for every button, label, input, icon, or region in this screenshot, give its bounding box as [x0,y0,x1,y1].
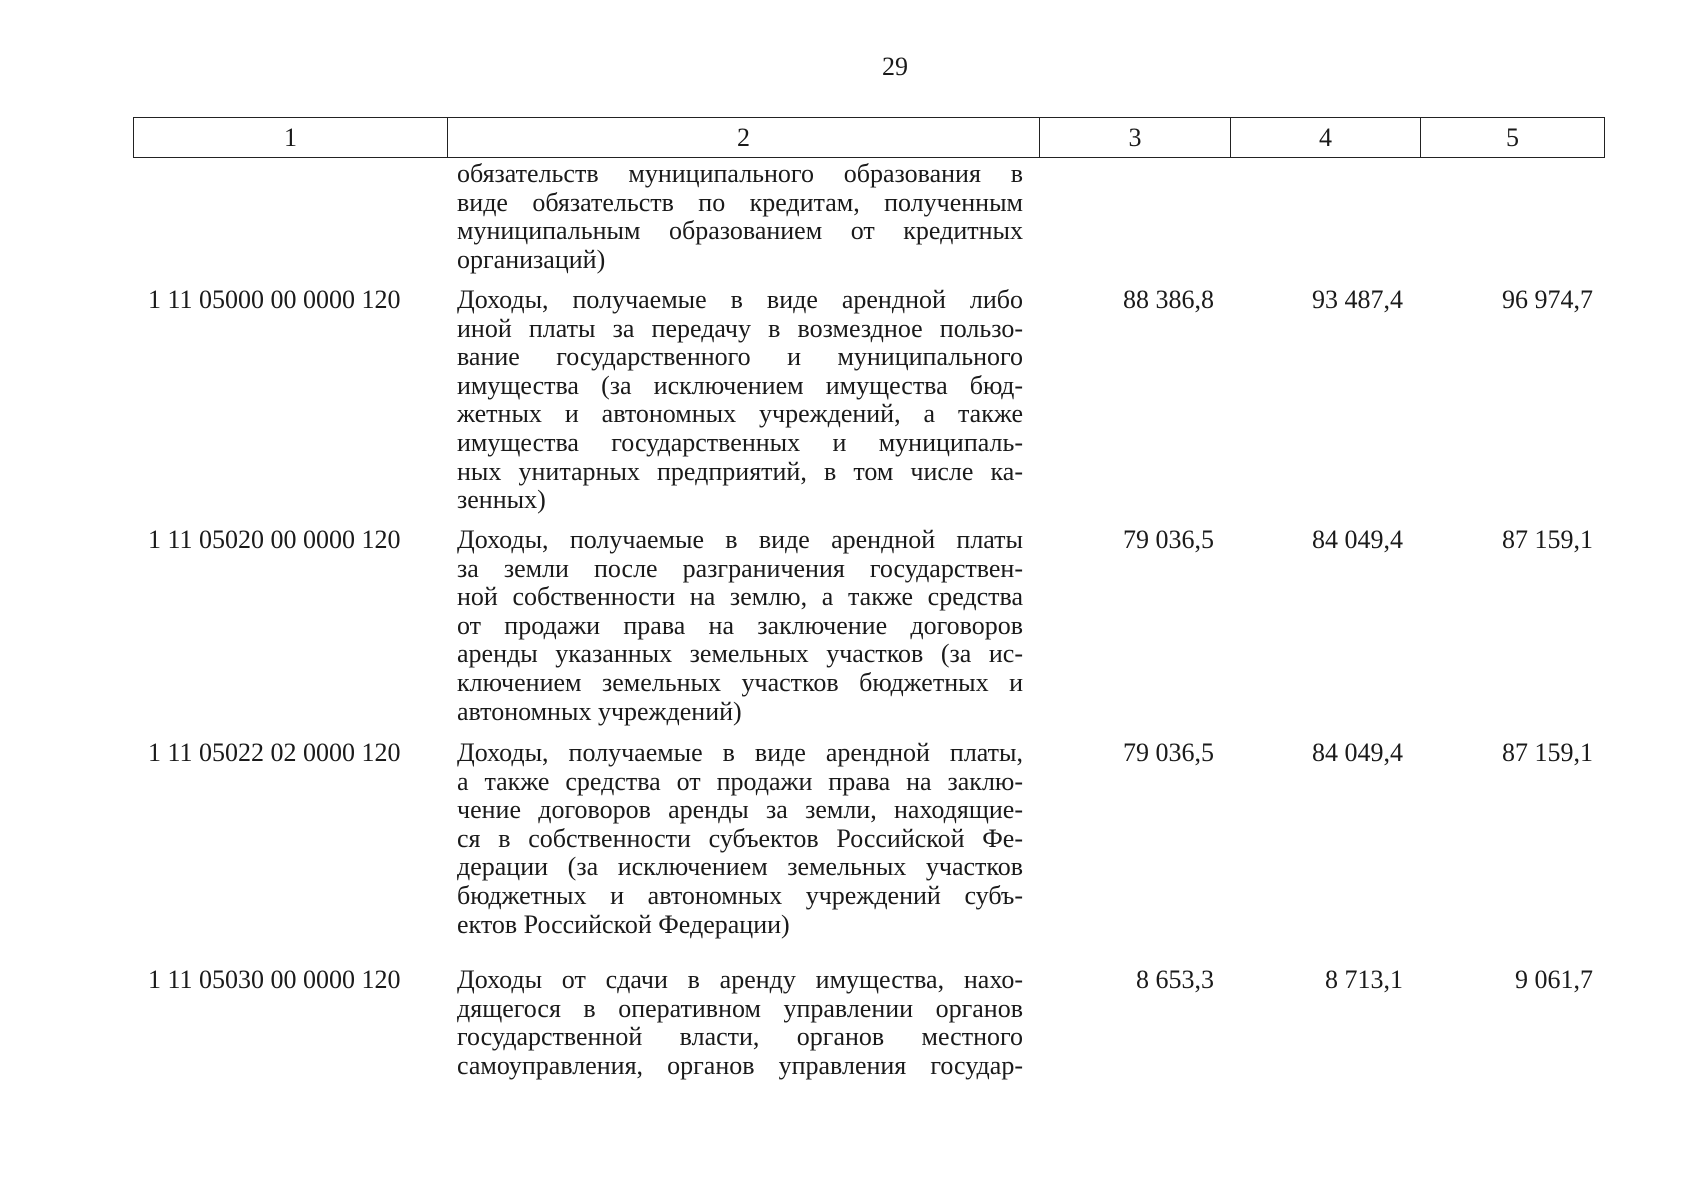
description-line: а также средства от продажи права на заклю- [457,766,1023,796]
column-header-2: 2 [448,118,1040,158]
description-line: государственной власти, органов местного [457,1022,1023,1052]
description-line: вание государственного и муниципального [457,342,1023,372]
value-col-5: 96 974,7 [1502,285,1593,314]
description-line: дящегося в оперативном управлении органов [457,993,1023,1023]
revenue-description [457,526,1023,726]
value-col-4: 84 049,4 [1312,738,1403,767]
value-col-4: 8 713,1 [1325,965,1403,994]
description-line: обязательств муниципального образования в [457,159,1023,188]
value-col-4: 84 049,4 [1312,525,1403,554]
description-line: зенных) [457,485,546,515]
value-col-5: 87 159,1 [1502,525,1593,554]
budget-code: 1 11 05020 00 0000 120 [148,525,401,554]
description-line: ектов Российской Федерации) [457,909,790,939]
value-col-3: 79 036,5 [1123,525,1214,554]
description-line: жетных и автономных учреждений, а также [457,399,1023,429]
column-header-table [133,117,1605,158]
description-line: за земли после разграничения государствен- [457,553,1023,583]
budget-code: 1 11 05030 00 0000 120 [148,965,401,994]
column-header-3: 3 [1040,118,1231,158]
description-line: ключением земельных участков бюджетных и [457,667,1023,697]
revenue-description [457,286,1023,515]
description-line: автономных учреждений) [457,696,742,726]
revenue-description [457,739,1023,939]
description-line: имущества (за исключением имущества бюд- [457,370,1023,400]
budget-code: 1 11 05000 00 0000 120 [148,285,401,314]
description-line: самоуправления, органов управления государ- [457,1050,1023,1080]
column-header-5: 5 [1421,118,1605,158]
description-line: имущества государственных и муниципаль- [457,427,1023,457]
description-line: от продажи права на заключение договоров [457,610,1023,640]
value-col-3: 88 386,8 [1123,285,1214,314]
description-line: Доходы, получаемые в виде арендной либо [457,285,1023,314]
budget-code: 1 11 05022 02 0000 120 [148,738,401,767]
revenue-description [457,160,1023,274]
description-line: бюджетных и автономных учреждений субъ- [457,880,1023,910]
description-line: дерации (за исключением земельных участков [457,852,1023,882]
description-line: Доходы, получаемые в виде арендной платы [457,525,1023,554]
description-line: виде обязательств по кредитам, полученным [457,187,1023,217]
value-col-5: 9 061,7 [1515,965,1593,994]
column-header-row [134,118,1605,158]
value-col-3: 79 036,5 [1123,738,1214,767]
description-line: иной платы за передачу в возмездное пользо- [457,313,1023,343]
value-col-3: 8 653,3 [1136,965,1214,994]
value-col-4: 93 487,4 [1312,285,1403,314]
description-line: аренды указанных земельных участков (за ис- [457,639,1023,669]
column-header-1: 1 [134,118,448,158]
description-line: муниципальным образованием от кредитных [457,216,1023,246]
description-line: ной собственности на землю, а также средства [457,582,1023,612]
description-line: Доходы, получаемые в виде арендной платы, [457,738,1023,767]
description-line: ных унитарных предприятий, в том числе ка- [457,456,1023,486]
revenue-description [457,966,1023,1080]
column-header-4: 4 [1231,118,1421,158]
value-col-5: 87 159,1 [1502,738,1593,767]
description-line: организаций) [457,244,606,274]
description-line: чение договоров аренды за земли, находящие- [457,795,1023,825]
description-line: ся в собственности субъектов Российской Фе- [457,823,1023,853]
page-number: 29 [882,52,908,81]
description-line: Доходы от сдачи в аренду имущества, нахо- [457,965,1023,994]
